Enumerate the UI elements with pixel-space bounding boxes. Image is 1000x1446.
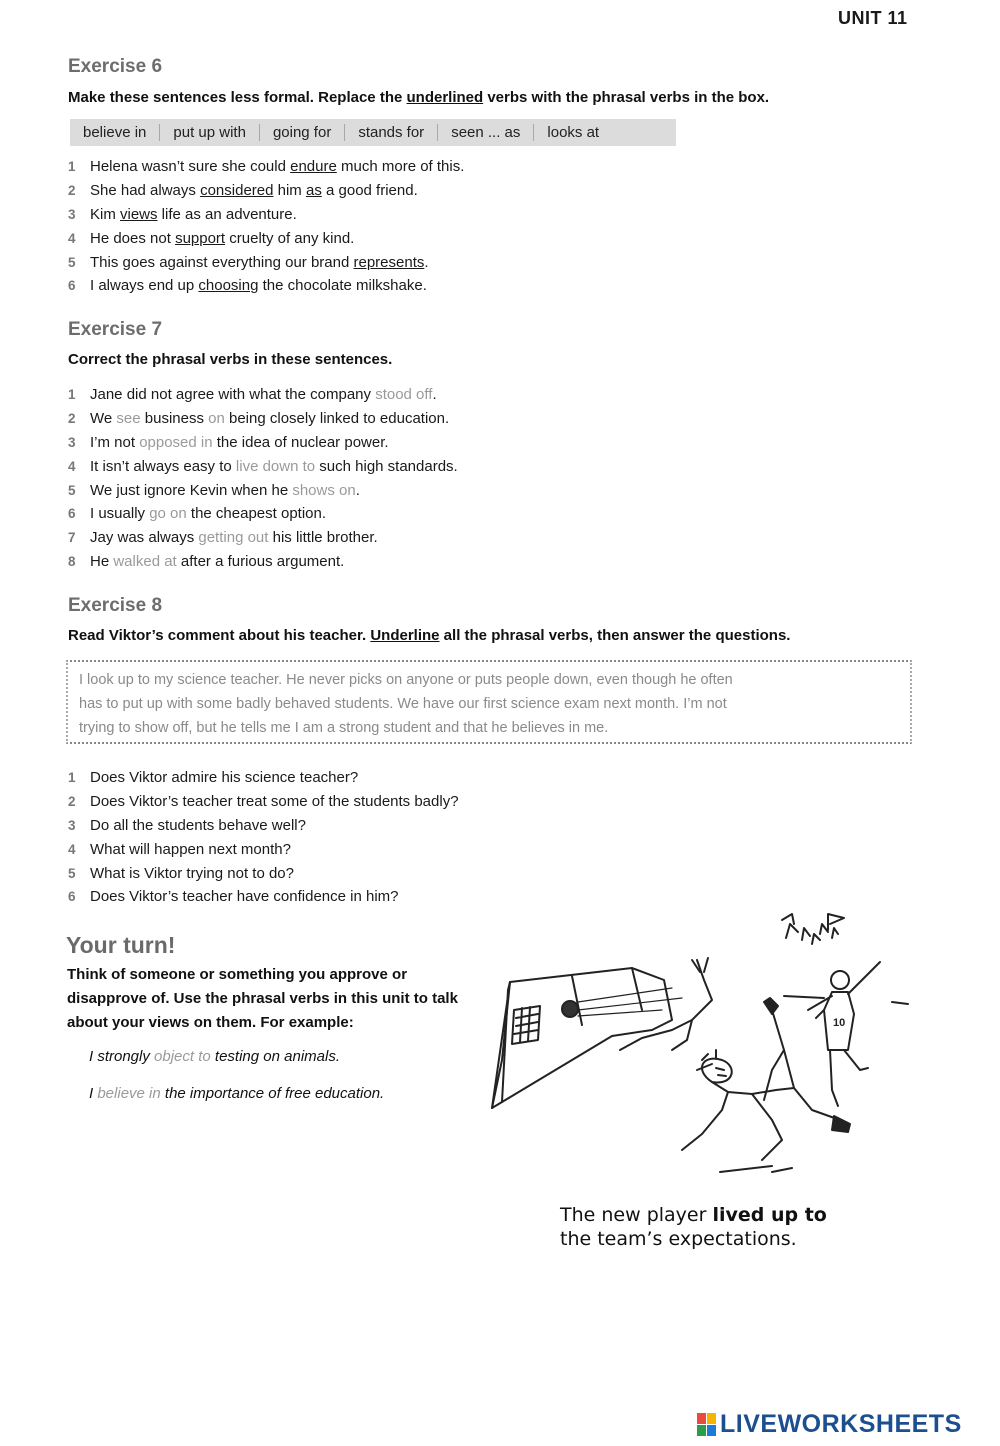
your-turn-title: Your turn! [66,932,176,958]
passage-line: I look up to my science teacher. He never picks on anyone or puts people down, even though he often [79,672,733,688]
word-box-item: looks at [547,124,600,141]
exercise-7-instruction: Correct the phrasal verbs in these sentences. [68,351,393,368]
football-cartoon-icon [472,910,922,1200]
word-box-item: put up with [173,124,246,141]
exercise-8-title: Exercise 8 [68,595,163,616]
liveworksheets-brand [697,1410,962,1439]
exercise-7-item: 4 It isn’t always easy to live down to such high standards. [68,457,458,475]
your-turn-text: Think of someone or something you approve or disapprove of. Use the phrasal verbs in this unit to talk about your views on them. For example: [67,966,458,1031]
word-box [70,119,676,146]
exercise-7-title: Exercise 7 [68,319,163,340]
exercise-8-instruction: Read Viktor’s comment about his teacher. Underline all the phrasal verbs, then answer the questions. [68,627,791,644]
exercise-6-item: 2 She had always considered him as a good friend. [68,181,418,199]
question-item: 4 What will happen next month? [68,840,291,858]
shirt-number: 10 [833,1017,846,1029]
unit-label: UNIT 11 [838,8,908,28]
word-box-item: stands for [358,124,425,141]
cartoon-caption: The new player lived up to the team’s expectations. [560,1204,827,1250]
exercise-6-item: 4 He does not support cruelty of any kind. [68,229,355,247]
exercise-6-item: 5 This goes against everything our brand represents. [68,253,429,271]
word-box-item: going for [272,124,332,141]
exercise-7-item: 7 Jay was always getting out his little brother. [68,529,378,547]
exercise-7-item: 1 Jane did not agree with what the company stood off. [68,386,437,403]
word-box-item: seen ... as [451,124,521,141]
exercise-7-item: 8 He walked at after a furious argument. [68,553,345,571]
exercise-6-title: Exercise 6 [68,56,163,77]
example-sentence: I strongly object to testing on animals. [89,1048,340,1065]
word-box-item: believe in [83,124,147,141]
question-item: 3 Do all the students behave well? [68,816,306,834]
exercise-6-item: 1 Helena wasn’t sure she could endure much more of this. [68,158,465,175]
exercise-6-item: 3 Kim views life as an adventure. [68,205,297,223]
liveworksheets-logo-icon [697,1413,717,1437]
passage-line: trying to show off, but he tells me I am a strong student and that he believes in me. [79,720,609,736]
exercise-7-item: 5 We just ignore Kevin when he shows on. [68,481,360,499]
exercise-7-item: 6 I usually go on the cheapest option. [68,505,327,523]
exercise-6-instruction: Make these sentences less formal. Replace the underlined verbs with the phrasal verbs in the box. [68,89,770,106]
question-item: 6 Does Viktor’s teacher have confidence in him? [68,888,399,906]
exercise-7-item: 2 We see business on being closely linked to education. [68,409,450,427]
question-item: 2 Does Viktor’s teacher treat some of the students badly? [68,792,459,810]
question-item: 5 What is Viktor trying not to do? [68,864,294,882]
question-item: 1 Does Viktor admire his science teacher? [68,769,359,786]
brand-name: LIVEWORKSHEETS [720,1410,962,1438]
exercise-6-list [68,155,464,298]
exercise-7-item: 3 I’m not opposed in the idea of nuclear power. [68,433,389,451]
example-sentence: I believe in the importance of free education. [89,1085,385,1102]
viktor-comment-passage [66,660,912,744]
exercise-6-item: 6 I always end up choosing the chocolate milkshake. [68,277,427,295]
passage-line: has to put up with some badly behaved students. We have our first science exam next month. I’m not [79,696,727,712]
exercise-7-list [68,383,458,574]
exercise-8-questions [68,766,459,909]
